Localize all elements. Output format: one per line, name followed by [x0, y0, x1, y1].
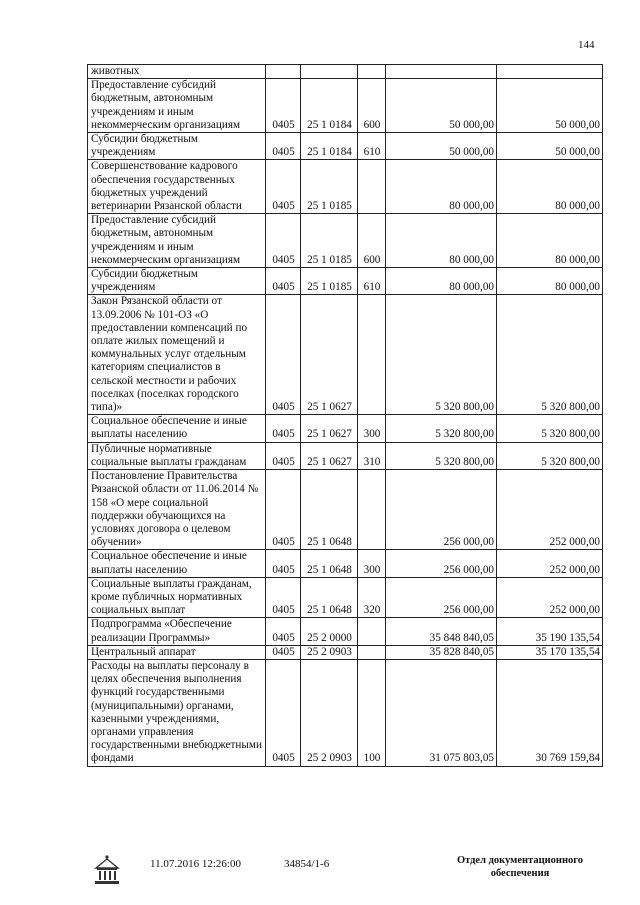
- table-row: [88, 133, 603, 160]
- cell-name: Совершенствование кадрового обеспечения государственных бюджетных учреждений ветеринарии Рязанской области: [88, 160, 266, 214]
- cell-expense-type: [358, 645, 386, 659]
- table-row: [88, 79, 603, 133]
- cell-name: Предоставление субсидий бюджетным, автономным учреждениям и иным некоммерческим организациям: [88, 79, 266, 133]
- cell-expense-type: 320: [358, 577, 386, 618]
- page-footer: [0, 852, 640, 902]
- cell-amount-year2: 80 000,00: [497, 268, 603, 295]
- cell-section: 0405: [266, 295, 301, 415]
- cell-amount-year1: 5 320 800,00: [386, 442, 497, 469]
- cell-section: 0405: [266, 415, 301, 442]
- cell-amount-year1: 256 000,00: [386, 550, 497, 577]
- cell-section: 0405: [266, 268, 301, 295]
- page-number: 144: [578, 39, 595, 51]
- table-row: [88, 442, 603, 469]
- cell-expense-type: 300: [358, 550, 386, 577]
- cell-target-code: 25 1 0185: [301, 214, 358, 268]
- cell-amount-year1: 80 000,00: [386, 214, 497, 268]
- table-row: [88, 470, 603, 550]
- cell-amount-year2: 5 320 800,00: [497, 415, 603, 442]
- cell-section: 0405: [266, 618, 301, 645]
- cell-amount-year1: 50 000,00: [386, 133, 497, 160]
- cell-amount-year2: 35 190 135,54: [497, 618, 603, 645]
- table-row: [88, 160, 603, 214]
- cell-section: 0405: [266, 645, 301, 659]
- cell-name: Закон Рязанской области от 13.09.2006 № 101-ОЗ «О предоставлении компенсаций по оплате жилых помещений и коммунальных услуг отдельным категориям специалистов в сельской местности и рабочих поселках (поселках городского типа)»: [88, 295, 266, 415]
- cell-expense-type: [358, 470, 386, 550]
- cell-name: Социальное обеспечение и иные выплаты населению: [88, 415, 266, 442]
- footer-reg-number: 34854/1-6: [284, 858, 330, 870]
- cell-expense-type: [358, 65, 386, 79]
- table-row: [88, 645, 603, 659]
- cell-name: Субсидии бюджетным учреждениям: [88, 133, 266, 160]
- cell-amount-year2: 5 320 800,00: [497, 295, 603, 415]
- cell-expense-type: [358, 618, 386, 645]
- table-row: [88, 618, 603, 645]
- footer-department: Отдел документационного обеспечения: [456, 855, 584, 879]
- table-row: [88, 65, 603, 79]
- cell-section: 0405: [266, 79, 301, 133]
- cell-amount-year1: 256 000,00: [386, 577, 497, 618]
- cell-section: [266, 65, 301, 79]
- building-seal-icon: [92, 854, 122, 886]
- cell-target-code: 25 2 0903: [301, 659, 358, 766]
- cell-expense-type: [358, 160, 386, 214]
- cell-target-code: 25 1 0648: [301, 550, 358, 577]
- cell-target-code: 25 2 0000: [301, 618, 358, 645]
- cell-name: Центральный аппарат: [88, 645, 266, 659]
- budget-table: [87, 64, 603, 767]
- cell-name: Подпрограмма «Обеспечение реализации Программы»: [88, 618, 266, 645]
- cell-amount-year1: 5 320 800,00: [386, 295, 497, 415]
- cell-amount-year1: 80 000,00: [386, 160, 497, 214]
- cell-target-code: 25 1 0627: [301, 415, 358, 442]
- table-row: [88, 550, 603, 577]
- cell-expense-type: 600: [358, 79, 386, 133]
- cell-target-code: 25 2 0903: [301, 645, 358, 659]
- cell-section: 0405: [266, 470, 301, 550]
- cell-amount-year2: 5 320 800,00: [497, 442, 603, 469]
- cell-expense-type: 600: [358, 214, 386, 268]
- cell-target-code: 25 1 0185: [301, 268, 358, 295]
- cell-amount-year2: 252 000,00: [497, 577, 603, 618]
- budget-table-body: [88, 65, 603, 767]
- cell-amount-year1: 80 000,00: [386, 268, 497, 295]
- cell-expense-type: 610: [358, 268, 386, 295]
- cell-amount-year2: 80 000,00: [497, 160, 603, 214]
- footer-datetime: 11.07.2016 12:26:00: [150, 858, 241, 870]
- cell-name: Социальные выплаты гражданам, кроме публичных нормативных социальных выплат: [88, 577, 266, 618]
- cell-amount-year2: 50 000,00: [497, 79, 603, 133]
- cell-amount-year1: [386, 65, 497, 79]
- cell-target-code: 25 1 0185: [301, 160, 358, 214]
- cell-amount-year2: 252 000,00: [497, 550, 603, 577]
- cell-name: Расходы на выплаты персоналу в целях обеспечения выполнения функций государственными (муниципальными) органами, казенными учреждениями, органами управления государственными внебюджетными фондами: [88, 659, 266, 766]
- cell-target-code: 25 1 0184: [301, 133, 358, 160]
- cell-amount-year1: 35 828 840,05: [386, 645, 497, 659]
- table-row: [88, 214, 603, 268]
- cell-section: 0405: [266, 214, 301, 268]
- cell-amount-year1: 35 848 840,05: [386, 618, 497, 645]
- cell-target-code: 25 1 0648: [301, 577, 358, 618]
- cell-amount-year1: 50 000,00: [386, 79, 497, 133]
- cell-amount-year1: 31 075 803,05: [386, 659, 497, 766]
- table-row: [88, 268, 603, 295]
- cell-target-code: 25 1 0648: [301, 470, 358, 550]
- cell-amount-year2: [497, 65, 603, 79]
- cell-section: 0405: [266, 442, 301, 469]
- cell-target-code: 25 1 0627: [301, 442, 358, 469]
- cell-amount-year1: 256 000,00: [386, 470, 497, 550]
- cell-section: 0405: [266, 160, 301, 214]
- table-row: [88, 295, 603, 415]
- cell-section: 0405: [266, 550, 301, 577]
- cell-expense-type: [358, 295, 386, 415]
- cell-name: животных: [88, 65, 266, 79]
- cell-name: Субсидии бюджетным учреждениям: [88, 268, 266, 295]
- cell-name: Предоставление субсидий бюджетным, автономным учреждениям и иным некоммерческим организациям: [88, 214, 266, 268]
- cell-expense-type: 300: [358, 415, 386, 442]
- cell-name: Публичные нормативные социальные выплаты гражданам: [88, 442, 266, 469]
- cell-target-code: 25 1 0184: [301, 79, 358, 133]
- table-row: [88, 659, 603, 766]
- cell-amount-year2: 50 000,00: [497, 133, 603, 160]
- cell-amount-year2: 80 000,00: [497, 214, 603, 268]
- table-row: [88, 577, 603, 618]
- cell-amount-year1: 5 320 800,00: [386, 415, 497, 442]
- cell-target-code: 25 1 0627: [301, 295, 358, 415]
- cell-section: 0405: [266, 577, 301, 618]
- cell-section: 0405: [266, 659, 301, 766]
- cell-amount-year2: 30 769 159,84: [497, 659, 603, 766]
- cell-expense-type: 610: [358, 133, 386, 160]
- cell-amount-year2: 35 170 135,54: [497, 645, 603, 659]
- cell-section: 0405: [266, 133, 301, 160]
- cell-expense-type: 100: [358, 659, 386, 766]
- cell-target-code: [301, 65, 358, 79]
- cell-expense-type: 310: [358, 442, 386, 469]
- cell-amount-year2: 252 000,00: [497, 470, 603, 550]
- cell-name: Постановление Правительства Рязанской области от 11.06.2014 № 158 «О мере социальной поддержки обучающихся на условиях договора о целевом обучении»: [88, 470, 266, 550]
- cell-name: Социальное обеспечение и иные выплаты населению: [88, 550, 266, 577]
- table-row: [88, 415, 603, 442]
